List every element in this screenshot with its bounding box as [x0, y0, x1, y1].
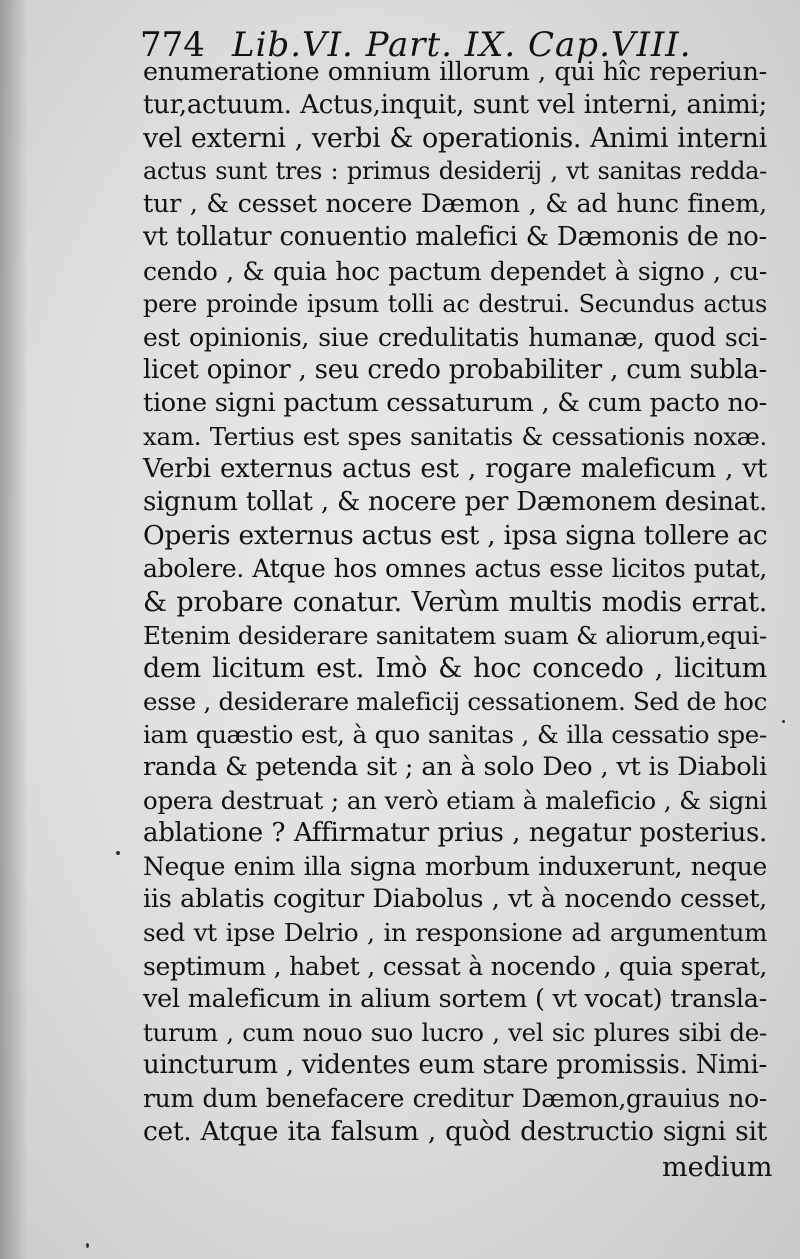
text-line: actus sunt tres : primus desiderij , vt sanitas redda- [143, 157, 767, 186]
text-line: septimum , habet , cessat à nocendo , quia sperat, [143, 951, 767, 981]
page-edge-shadow [0, 0, 28, 1259]
text-line: cendo , & quia hoc pactum dependet à signo , cu- [143, 256, 767, 286]
text-line: & probare conatur. Verùm multis modis errat. [143, 586, 767, 618]
text-line: licet opinor , seu credo probabiliter , cum subla- [143, 354, 767, 385]
text-line: signum tollat , & nocere per Dæmonem desinat. [143, 487, 767, 518]
running-head: Lib.VI. Part. IX. Cap.VIII. [232, 25, 692, 65]
text-line: Neque enim illa signa morbum induxerunt, neque [143, 852, 767, 882]
text-line: ablatione ? Affirmatur prius , negatur posterius. [143, 818, 767, 849]
text-line: Operis externus actus est , ipsa signa tollere ac [143, 520, 768, 552]
text-line: tur,actuum. Actus,inquit, sunt vel interni, animi; [143, 90, 767, 121]
text-line: enumeratione omnium illorum , qui hîc reperiun- [143, 57, 767, 87]
text-line: iam quæstio est, à quo sanitas , & illa cessatio spe- [143, 719, 767, 749]
text-line: sed vt ipse Delrio , in responsione ad argumentum [143, 918, 767, 948]
text-line: tur , & cesset nocere Dæmon , & ad hunc finem, [143, 189, 767, 220]
text-line: vel externi , verbi & operationis. Animi interni [143, 123, 767, 155]
text-line: tione signi pactum cessaturum , & cum pacto no- [143, 387, 767, 418]
text-line: rum dum benefacere creditur Dæmon,grauius no- [143, 1083, 767, 1113]
ink-speck [86, 1243, 89, 1248]
text-line: vel maleficum in alium sortem ( vt vocat) transla- [143, 983, 767, 1014]
text-line: pere proinde ipsum tolli ac destrui. Secundus actus [143, 289, 767, 318]
text-line: turum , cum nouo suo lucro , vel sic plures sibi de- [143, 1017, 767, 1047]
text-line: randa & petenda sit ; an à solo Deo , vt is Diaboli [143, 751, 767, 782]
text-line: cet. Atque ita falsum , quòd destructio signi sit [143, 1116, 767, 1147]
text-line: est opinionis, siue credulitatis humanæ, quod sci- [143, 322, 767, 352]
page-number: 774 [140, 25, 205, 65]
catchword: medium [662, 1152, 773, 1183]
text-line: opera destruat ; an verò etiam à maleficio , & signi [143, 786, 767, 816]
text-line: Etenim desiderare sanitatem suam & aliorum,equi- [143, 620, 767, 650]
text-line: uincturum , videntes eum stare promissis. Nimi- [143, 1049, 767, 1080]
ink-speck [782, 720, 785, 723]
text-line: vt tollatur conuentio malefici & Dæmonis de no- [143, 222, 767, 253]
text-line: iis ablatis cogitur Diabolus , vt à nocendo cesset, [143, 884, 767, 915]
text-line: dem licitum est. Imò & hoc concedo , licitum [143, 652, 767, 684]
ink-speck [116, 851, 120, 855]
text-line: xam. Tertius est spes sanitatis & cessationis noxæ. [143, 422, 767, 452]
text-line: esse , desiderare maleficij cessationem. Sed de hoc [143, 686, 767, 716]
text-body [143, 56, 767, 1148]
text-line: abolere. Atque hos omnes actus esse licitos putat, [143, 554, 767, 584]
text-line: Verbi externus actus est , rogare maleficum , vt [143, 454, 767, 485]
